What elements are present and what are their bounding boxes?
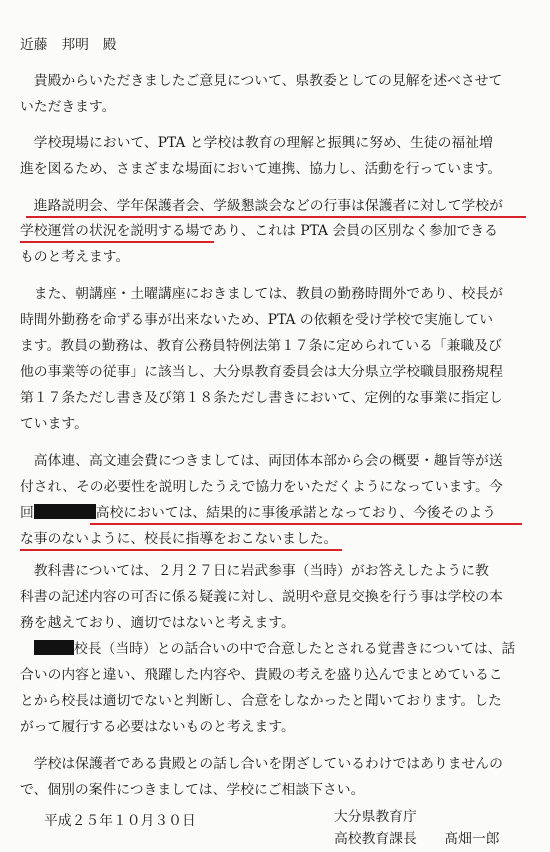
- memo-line-3: とから校長は適切でないと判断し、合意をしなかったと聞いております。した: [20, 693, 502, 709]
- closing-line-2: で、個別の案件につきましては、学校にご相談下さい。: [20, 782, 365, 798]
- events-line-2: 学校運営の状況を説明する場であり、これは PTA 会員の区別なく参加できる: [20, 223, 498, 239]
- redaction-principal-name: [34, 640, 74, 655]
- lectures-line-4: 他の事業等の従事」に該当し、大分県教育委員会は大分県立学校職員服務規程: [20, 364, 503, 380]
- fees-line-3: [20, 504, 535, 522]
- redaction-school-name: [34, 504, 96, 519]
- intro-line-2: いただきます。: [20, 99, 116, 115]
- pta-line-2: 進を図るため、さまざまな場面において連携、協力し、活動を行っています。: [20, 161, 502, 177]
- fees-line-3-prefix: 回: [20, 505, 34, 521]
- addressee: 近藤 邦明 殿: [20, 37, 117, 53]
- red-underline-2: [20, 241, 214, 243]
- fees-line-3-suffix: 高校においては、結果的に事後承諾となっており、今後そのよう: [95, 505, 496, 521]
- date: 平成２５年１０月３０日: [44, 813, 196, 829]
- events-line-1: 進路説明会、学年保護者会、学級懇談会などの行事は保護者に対して学校が: [20, 198, 503, 214]
- red-underline-4: [20, 549, 342, 551]
- lectures-line-3: ます。教員の勤務は、教育公務員特例法第１７条に定められている「兼職及び: [20, 338, 502, 354]
- lectures-line-1: また、朝講座・土曜講座におきましては、教員の勤務時間外であり、校長が: [20, 286, 503, 302]
- events-line-3: ものと考えます。: [20, 249, 130, 265]
- lectures-line-5: 第１７条ただし書き及び第１８条ただし書きにおいて、定例的な事業に指定し: [20, 390, 503, 406]
- red-underline-3: [90, 523, 522, 525]
- textbooks-line-1: 教科書については、２月２７日に岩武参事（当時）がお答えしたように教: [20, 563, 489, 579]
- lectures-line-6: ています。: [20, 416, 88, 432]
- signature-org: 大分県教育庁: [334, 809, 417, 825]
- memo-line-4: がって履行する必要はないものと考えます。: [20, 719, 295, 735]
- intro-line-1: 貴殿からいただきましたご意見について、県教委としての見解を述べさせて: [20, 73, 503, 89]
- closing-line-1: 学校は保護者である貴殿との話し合いを閉ざしているわけではありませんの: [20, 756, 503, 772]
- fees-line-1: 高体連、高文連会費につきましては、両団体本部から会の概要・趣旨等が送: [20, 453, 503, 469]
- lectures-line-2: 時間外勤務を命ずる事が出来ないため、PTA の依頼を受け学校で実施してい: [20, 312, 494, 328]
- red-underline-1: [26, 216, 526, 218]
- textbooks-line-3: 務を越えており、適切ではないと考えます。: [20, 615, 295, 631]
- memo-line-1-suffix: 校長（当時）との話合いの中で合意したとされる覚書きについては、話: [74, 641, 516, 657]
- pta-line-1: 学校現場において、PTA と学校は教育の理解と振興に努め、生徒の福祉増: [20, 135, 493, 151]
- memo-line-1: [20, 640, 535, 658]
- fees-line-4: な事のないように、校長に指導をおこないました。: [20, 531, 338, 547]
- memo-line-2: 合いの内容と違い、飛躍した内容や、貴殿の考えを盛り込んでまとめているこ: [20, 667, 503, 683]
- signature-title-name: 高校教育課長 髙畑一郎: [334, 831, 500, 847]
- fees-line-2: 付され、その必要性を説明したうえで協力をいただくようになっています。今: [20, 479, 503, 495]
- textbooks-line-2: 科書の記述内容の可否に係る疑義に対し、説明や意見交換を行う事は学校の本: [20, 589, 503, 605]
